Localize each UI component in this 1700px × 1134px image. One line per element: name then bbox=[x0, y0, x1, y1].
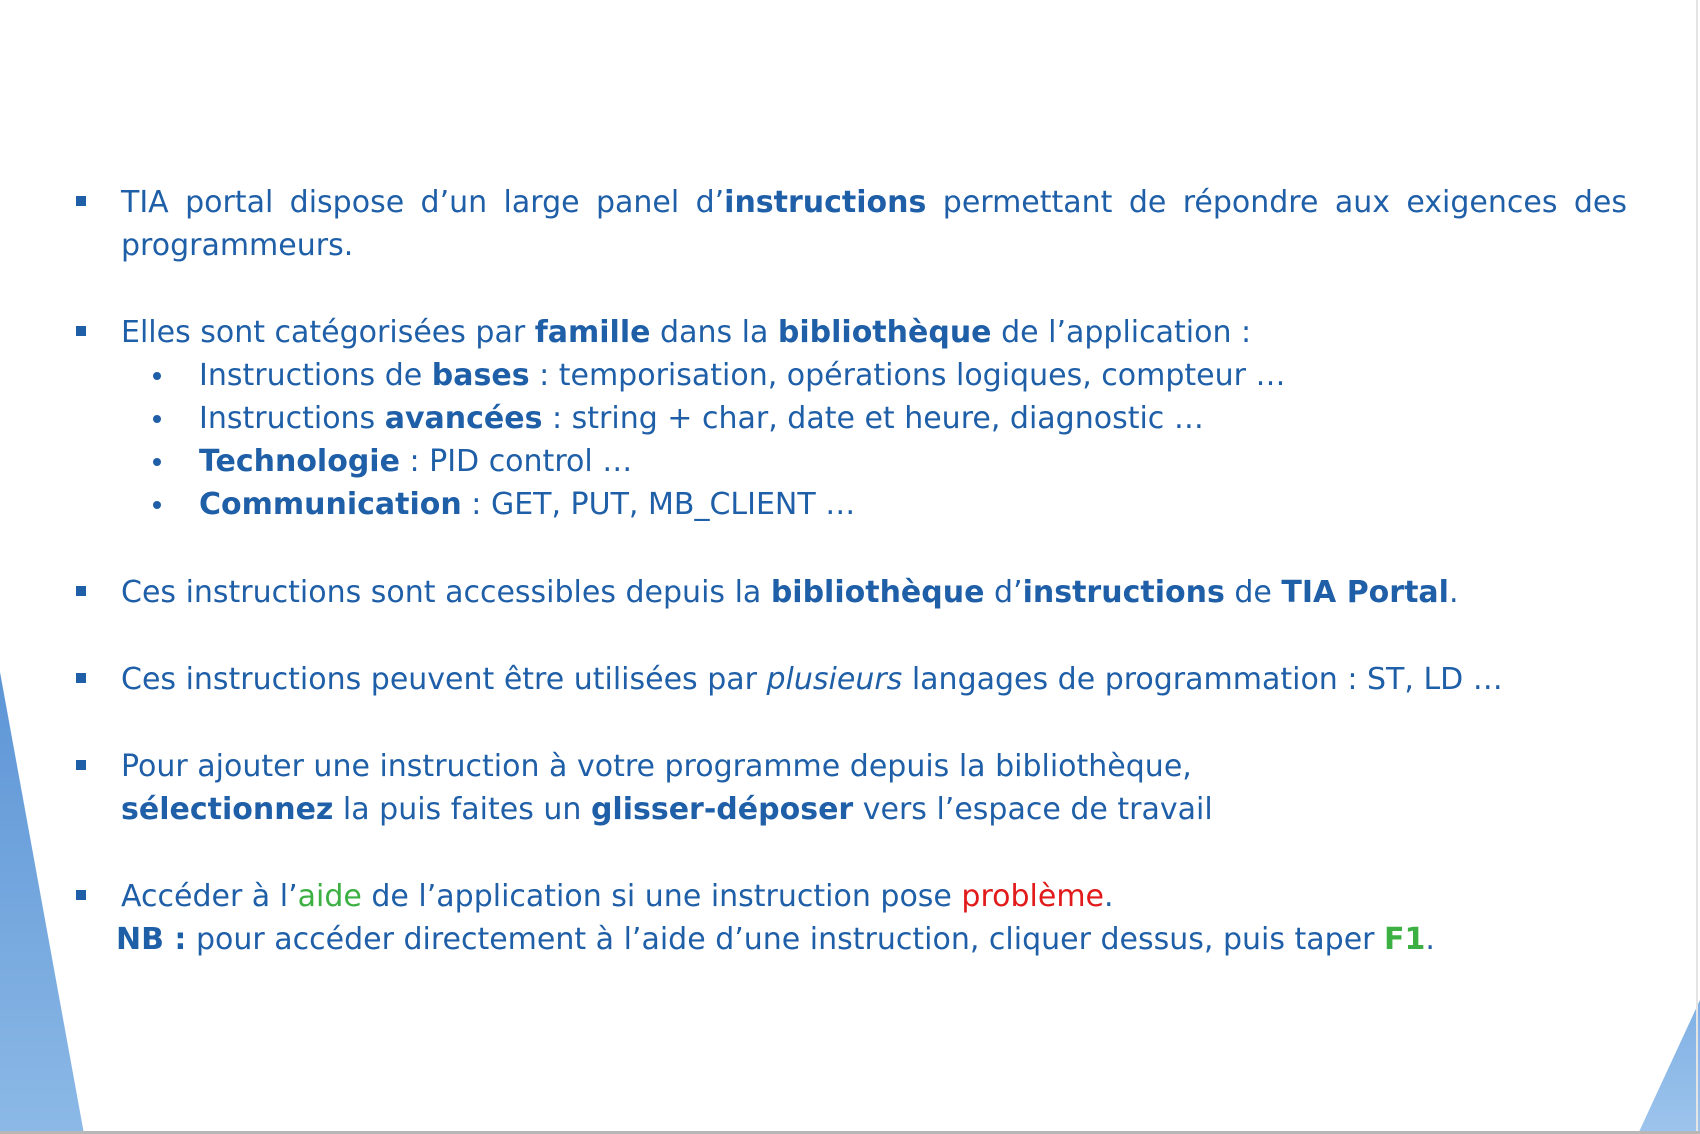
text: Ces instructions sont accessibles depuis la bbox=[121, 575, 771, 610]
text: vers l’espace de travail bbox=[853, 792, 1213, 827]
text: Instructions bbox=[199, 401, 385, 436]
text: . bbox=[1104, 879, 1114, 914]
text: de l’application si une instruction pose bbox=[361, 879, 962, 914]
keyword-bases: bases bbox=[431, 358, 530, 393]
square-bullet-icon bbox=[76, 890, 86, 900]
square-bullet-icon bbox=[76, 673, 86, 683]
round-bullet-icon bbox=[153, 501, 161, 509]
bullet-1-line-2: programmeurs. bbox=[121, 228, 354, 263]
keyword-instructions: instructions bbox=[724, 185, 927, 220]
text: Elles sont catégorisées par bbox=[121, 315, 535, 350]
sub-item-communication bbox=[199, 483, 855, 526]
keyword-probleme: problème bbox=[961, 879, 1105, 914]
bullet-6-line-1 bbox=[121, 875, 1114, 918]
text: dans la bbox=[650, 315, 778, 350]
keyword-aide: aide bbox=[297, 879, 362, 914]
keyword-f1: F1 bbox=[1384, 922, 1426, 957]
text: d’ bbox=[984, 575, 1023, 610]
keyword-bibliotheque: bibliothèque bbox=[770, 575, 985, 610]
bullet-4-line bbox=[121, 658, 1503, 701]
text: . bbox=[1448, 575, 1459, 610]
text: TIA portal dispose d’un large panel d’ bbox=[121, 185, 725, 220]
sub-item-avancees bbox=[199, 397, 1204, 440]
keyword-selectionnez: sélectionnez bbox=[121, 792, 334, 827]
text: Ces instructions peuvent être utilisées par bbox=[121, 662, 767, 697]
round-bullet-icon bbox=[153, 415, 161, 423]
keyword-instructions: instructions bbox=[1022, 575, 1225, 610]
text: permettant de répondre aux exigences des bbox=[926, 185, 1627, 220]
keyword-tia-portal: TIA Portal bbox=[1281, 575, 1449, 610]
nb-note-line bbox=[116, 918, 1435, 961]
text: : temporisation, opérations logiques, compteur … bbox=[529, 358, 1286, 393]
keyword-communication: Communication bbox=[199, 487, 462, 522]
bullet-3-line bbox=[121, 571, 1459, 614]
keyword-famille: famille bbox=[534, 315, 651, 350]
round-bullet-icon bbox=[153, 372, 161, 380]
text: de bbox=[1224, 575, 1282, 610]
bullet-5-line-2 bbox=[121, 788, 1213, 831]
keyword-technologie: Technologie bbox=[199, 444, 400, 479]
text: Accéder à l’ bbox=[121, 879, 298, 914]
round-bullet-icon bbox=[153, 458, 161, 466]
text: : GET, PUT, MB_CLIENT … bbox=[461, 487, 856, 522]
text: la puis faites un bbox=[333, 792, 591, 827]
text: Instructions de bbox=[199, 358, 432, 393]
text: langages de programmation : ST, LD … bbox=[902, 662, 1503, 697]
square-bullet-icon bbox=[76, 760, 86, 770]
text: de l’application : bbox=[991, 315, 1252, 350]
text: : PID control … bbox=[399, 444, 633, 479]
square-bullet-icon bbox=[76, 326, 86, 336]
keyword-avancees: avancées bbox=[384, 401, 543, 436]
sub-item-bases bbox=[199, 354, 1286, 397]
text: : string + char, date et heure, diagnostic … bbox=[542, 401, 1204, 436]
bullet-1-line-1 bbox=[121, 181, 1627, 224]
sub-item-technologie bbox=[199, 440, 632, 483]
keyword-plusieurs: plusieurs bbox=[766, 662, 903, 697]
keyword-bibliotheque: bibliothèque bbox=[777, 315, 992, 350]
bullet-2-line bbox=[121, 311, 1251, 354]
text: . bbox=[1425, 922, 1435, 957]
square-bullet-icon bbox=[76, 196, 86, 206]
square-bullet-icon bbox=[76, 586, 86, 596]
text: pour accéder directement à l’aide d’une instruction, cliquer dessus, puis taper bbox=[186, 922, 1385, 957]
bullet-5-line-1: Pour ajouter une instruction à votre programme depuis la bibliothèque, bbox=[121, 749, 1192, 784]
nb-label: NB : bbox=[116, 922, 187, 957]
keyword-glisser-deposer: glisser-déposer bbox=[590, 792, 854, 827]
